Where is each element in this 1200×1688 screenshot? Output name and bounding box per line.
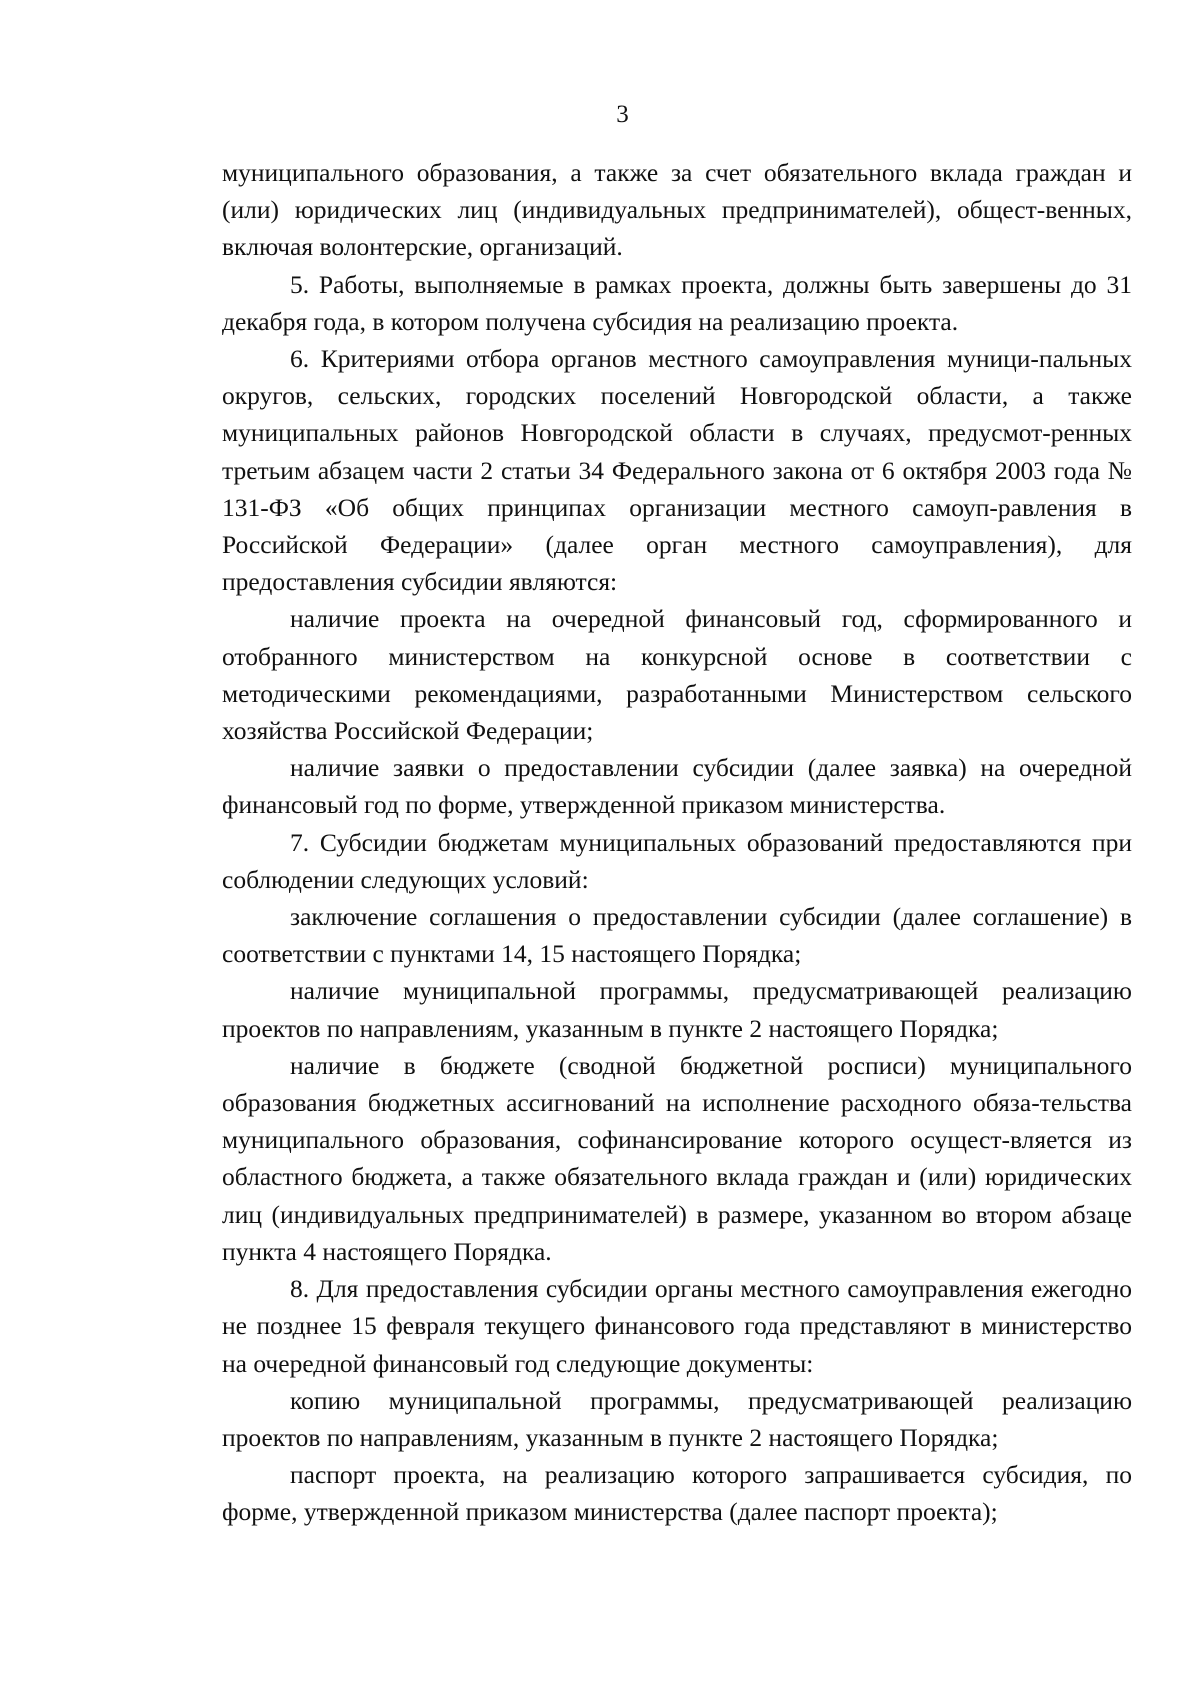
paragraph-12: паспорт проекта, на реализацию которого запрашивается субсидия, по форме, утвержденной приказом министерства (далее паспорт проекта); (222, 1460, 1132, 1527)
paragraph-9: наличие в бюджете (сводной бюджетной росписи) муниципального образования бюджетных ассигнований на исполнение расходного обяза-тельства муниципального образования, софинансирование которого осущест-вляется из областного бюджета, а также обязательного вклада граждан и (или) юридических лиц (индивидуальных предпринимателей) в размере, указанном во втором абзаце пункта 4 настоящего Порядка. (222, 1050, 1132, 1266)
document-body (222, 154, 1132, 1531)
paragraph-7: заключение соглашения о предоставлении субсидии (далее соглашение) в соответствии с пунктами 14, 15 настоящего Порядка; (222, 902, 1132, 969)
paragraph-6: 7. Субсидии бюджетам муниципальных образований предоставляются при соблюдении следующих условий: (222, 827, 1132, 894)
paragraph-11: копию муниципальной программы, предусматривающей реализацию проектов по направлениям, указанным в пункте 2 настоящего Порядка; (222, 1385, 1132, 1452)
paragraph-5: наличие заявки о предоставлении субсидии (далее заявка) на очередной финансовый год по форме, утвержденной приказом министерства. (222, 753, 1132, 820)
paragraph-3: 6. Критериями отбора органов местного самоуправления муници-пальных округов, сельских, городских поселений Новгородской области, а также муниципальных районов Новгородской области в случаях, предусмот-ренных третьим абзацем части 2 статьи 34 Федерального закона от 6 октября 2003 года № 131-ФЗ «Об общих принципах организации местного самоуп-равления в Российской Федерации» (далее орган местного самоуправления), для предоставления субсидии являются: (222, 344, 1132, 597)
paragraph-8: наличие муниципальной программы, предусматривающей реализацию проектов по направлениям, указанным в пункте 2 настоящего Порядка; (222, 976, 1132, 1043)
paragraph-2: 5. Работы, выполняемые в рамках проекта, должны быть завершены до 31 декабря года, в котором получена субсидия на реализацию проекта. (222, 269, 1132, 336)
page-number: 3 (616, 101, 629, 128)
paragraph-4: наличие проекта на очередной финансовый год, сформированного и отобранного министерством на конкурсной основе в соответствии с методическими рекомендациями, разработанными Министерством сельского хозяйства Российской Федерации; (222, 604, 1132, 746)
paragraph-1: муниципального образования, а также за счет обязательного вклада граждан и (или) юридических лиц (индивидуальных предпринимателей), общест-венных, включая волонтерские, организаций. (222, 158, 1132, 262)
paragraph-10: 8. Для предоставления субсидии органы местного самоуправления ежегодно не позднее 15 февраля текущего финансового года представляют в министерство на очередной финансовый год следующие документы: (222, 1274, 1132, 1378)
